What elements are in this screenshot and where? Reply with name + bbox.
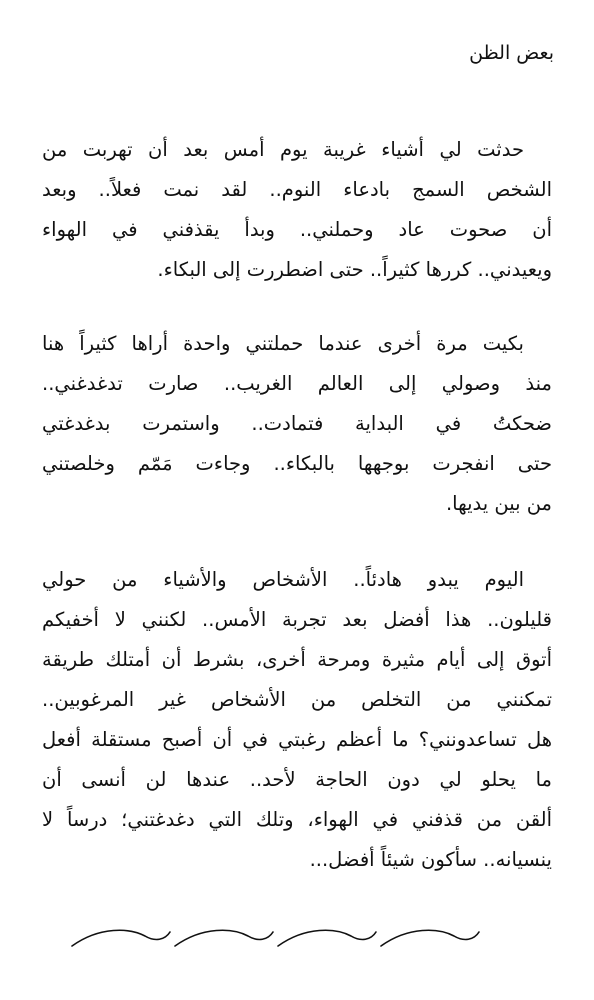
wave-stroke <box>175 930 273 946</box>
paragraph-line: أتوق إلى أيام مثيرة ومرحة أخرى، بشرط أن أمتلك طريقة <box>42 648 552 671</box>
paragraph-line: ما يحلو لي دون الحاجة لأحد.. عندها لن أنسى أن <box>42 768 552 791</box>
paragraph-line: ضحكتُ في البداية فتمادت.. واستمرت بدغدغتي <box>42 412 552 435</box>
page-title: بعض الظن <box>469 42 554 64</box>
paragraph-line: ويعيدني.. كررها كثيراً.. حتى اضطررت إلى البكاء. <box>157 258 552 281</box>
wave-stroke <box>381 930 479 946</box>
paragraph-line: من بين يديها. <box>445 492 552 515</box>
paragraph-line: ألقن من قذفني في الهواء، وتلك التي دغدغتني؛ درساً لا <box>42 808 552 831</box>
paragraph-line: حدثت لي أشياء غريبة يوم أمس بعد أن تهربت من <box>42 138 524 161</box>
paragraph-line: تمكنني من التخلص من الأشخاص غير المرغوبين.. <box>42 688 552 711</box>
paragraph-2 <box>42 324 552 524</box>
paragraph-line: بكيت مرة أخرى عندما حملتني واحدة أراها كثيراً هنا <box>42 332 524 355</box>
paragraph-line: قليلون.. هذا أفضل بعد تجربة الأمس.. لكنني لا أخفيكم <box>42 608 552 631</box>
wave-stroke <box>278 930 376 946</box>
paragraph-line: ينسيانه.. سأكون شيئاً أفضل... <box>309 848 552 871</box>
wave-divider-ornament <box>70 918 520 952</box>
paragraph-line: الشخص السمج بادعاء النوم.. لقد نمت فعلاً.. وبعد <box>42 178 552 201</box>
paragraph-line: منذ وصولي إلى العالم الغريب.. صارت تدغدغني.. <box>42 372 552 395</box>
paragraph-line: هل تساعدونني؟ ما أعظم رغبتي في أن أصبح مستقلة أفعل <box>42 728 552 751</box>
paragraph-line: اليوم يبدو هادئاً.. الأشخاص والأشياء من حولي <box>42 568 524 591</box>
paragraph-3 <box>42 560 552 880</box>
paragraph-line: حتى انفجرت بوجهها بالبكاء.. وجاءت مَمّم وخلصتني <box>42 452 552 475</box>
paragraph-line: أن صحوت عاد وحملني.. وبدأ يقذفني في الهواء <box>42 218 552 241</box>
paragraph-1 <box>42 130 552 290</box>
wave-stroke <box>72 930 170 946</box>
